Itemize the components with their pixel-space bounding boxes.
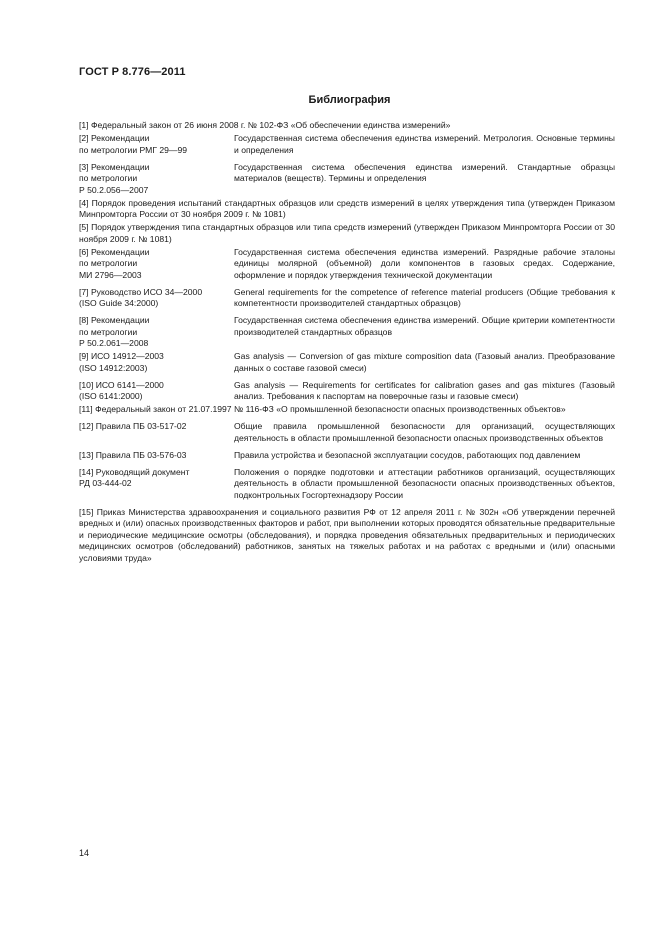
entry-source bbox=[79, 450, 234, 462]
bibliography-entry bbox=[79, 287, 615, 310]
entry-number: [12] bbox=[79, 421, 94, 431]
entry-title: Gas analysis — Requirements for certificates for calibration gases and gas mixtures (Газовый анализ. Требования к паспортам на поверочные газы и газовые смеси) bbox=[234, 379, 615, 401]
entry-number: [10] bbox=[79, 379, 94, 390]
entry-source bbox=[79, 133, 234, 156]
entry-title: Государственная система обеспечения единства измерений. Общие критерии компетентности производителей стандартных образцов bbox=[234, 315, 615, 337]
entry-text: Федеральный закон от 26 июня 2008 г. № 102-ФЗ «Об обеспечении единства измерений» bbox=[90, 120, 451, 130]
bibliography-entry bbox=[79, 247, 615, 282]
document-code: ГОСТ Р 8.776—2011 bbox=[79, 66, 186, 78]
entry-source bbox=[79, 287, 234, 310]
entry-number: [8] bbox=[79, 315, 89, 325]
entry-number: [15] bbox=[79, 506, 94, 517]
entry-source bbox=[79, 351, 234, 374]
entry-source-text: Рекомендации по метрологии Р 50.2.061—2008 bbox=[79, 315, 150, 348]
entry-source-text: ИСО 6141—2000 (ISO 6141:2000) bbox=[79, 379, 164, 401]
entry-number: [13] bbox=[79, 449, 94, 460]
bibliography-entry bbox=[79, 421, 615, 444]
bibliography-entry bbox=[79, 507, 615, 565]
entry-source bbox=[79, 380, 234, 403]
entry-source bbox=[79, 162, 234, 197]
entry-text: Порядок утверждения типа стандартных образцов или типа средств измерений (утвержден Приказом Минпромторга России от 30 ноября 2009 г. № 1081) bbox=[79, 222, 615, 244]
entry-number: [6] bbox=[79, 246, 89, 257]
entry-text: Порядок проведения испытаний стандартных образцов или средств измерений в целях утверждения типа (утвержден Приказом Минпромторга России от 30 ноября 2009 г. № 1081) bbox=[79, 197, 615, 219]
entry-source bbox=[79, 247, 234, 282]
entry-number: [14] bbox=[79, 466, 94, 477]
entry-text: Приказ Министерства здравоохранения и социального развития РФ от 12 апреля 2011 г. № 302н «Об утверждении перечней вредных и (или) опасных производственных факторов и работ, при выполнении которых проводятся обязательные предварительные и периодические медицинские осмотры (обследования), и порядка проведения обязательных предварительных и периодических медицинских осмотров (обследований) работников, занятых на тяжелых работах и на работах с вредными и (или) опасными условиями труда» bbox=[79, 506, 616, 563]
entry-text: Федеральный закон от 21.07.1997 № 116-ФЗ «О промышленной безопасности опасных производственных объектов» bbox=[95, 404, 566, 414]
entry-title: General requirements for the competence of reference material producers (Общие требования к компетентности производителей стандартных образцов) bbox=[234, 286, 615, 308]
entry-source-text: ИСО 14912—2003 (ISO 14912:2003) bbox=[79, 351, 164, 373]
bibliography-title: Библиография bbox=[308, 94, 391, 106]
bibliography-entry bbox=[79, 198, 615, 221]
entry-source-text: Правила ПБ 03-576-03 bbox=[95, 449, 187, 460]
bibliography-list bbox=[79, 120, 615, 566]
bibliography-entry bbox=[79, 120, 615, 132]
entry-number: [11] bbox=[79, 404, 93, 414]
bibliography-entry bbox=[79, 380, 615, 403]
bibliography-entry bbox=[79, 450, 615, 462]
entry-number: [4] bbox=[79, 197, 89, 208]
entry-source bbox=[79, 421, 234, 444]
entry-number: [7] bbox=[79, 286, 89, 297]
entry-number: [1] bbox=[79, 120, 89, 130]
bibliography-entry bbox=[79, 404, 615, 416]
entry-number: [2] bbox=[79, 133, 89, 143]
bibliography-entry bbox=[79, 467, 615, 502]
entry-source bbox=[79, 315, 234, 350]
bibliography-entry bbox=[79, 133, 615, 156]
entry-source-text: Рекомендации по метрологии Р 50.2.056—2007 bbox=[79, 161, 150, 195]
bibliography-entry bbox=[79, 315, 615, 350]
entry-title: Gas analysis — Conversion of gas mixture composition data (Газовый анализ. Преобразование данных о составе газовой смеси) bbox=[234, 351, 615, 373]
entry-title: Государственная система обеспечения единства измерений. Разрядные рабочие эталоны единицы молярной (объемной) доли компонентов в газовых средах. Содержание, оформление и порядок утверждения технической документации bbox=[234, 246, 615, 280]
entry-source bbox=[79, 467, 234, 502]
bibliography-entry bbox=[79, 162, 615, 197]
page-number: 14 bbox=[79, 848, 90, 858]
entry-source-text: Рекомендации по метрологии РМГ 29—99 bbox=[79, 133, 188, 155]
entry-source-text: Правила ПБ 03-517-02 bbox=[95, 421, 187, 431]
entry-title: Положения о порядке подготовки и аттестации работников организаций, осуществляющих деятельность в области промышленной безопасности опасных производственных объектов, подконтрольных Госгортехнадзору России bbox=[234, 466, 615, 500]
entry-title: Правила устройства и безопасной эксплуатации сосудов, работающих под давлением bbox=[234, 449, 581, 460]
bibliography-entry bbox=[79, 222, 615, 245]
entry-title: Государственная система обеспечения единства измерений. Стандартные образцы материалов (веществ). Термины и определения bbox=[234, 161, 615, 183]
entry-title: Государственная система обеспечения единства измерений. Метрология. Основные термины и определения bbox=[234, 133, 615, 155]
entry-source-text: Руководство ИСО 34—2000 (ISO Guide 34:2000) bbox=[79, 286, 203, 308]
bibliography-entry bbox=[79, 351, 615, 374]
entry-source-text: Руководящий документ РД 03-444-02 bbox=[79, 466, 190, 488]
entry-number: [5] bbox=[79, 222, 89, 232]
entry-title: Общие правила промышленной безопасности для организаций, осуществляющих деятельность в области промышленной безопасности опасных производственных объектов bbox=[234, 421, 615, 443]
entry-source-text: Рекомендации по метрологии МИ 2796—2003 bbox=[79, 246, 150, 280]
entry-number: [3] bbox=[79, 161, 89, 172]
entry-number: [9] bbox=[79, 351, 89, 361]
